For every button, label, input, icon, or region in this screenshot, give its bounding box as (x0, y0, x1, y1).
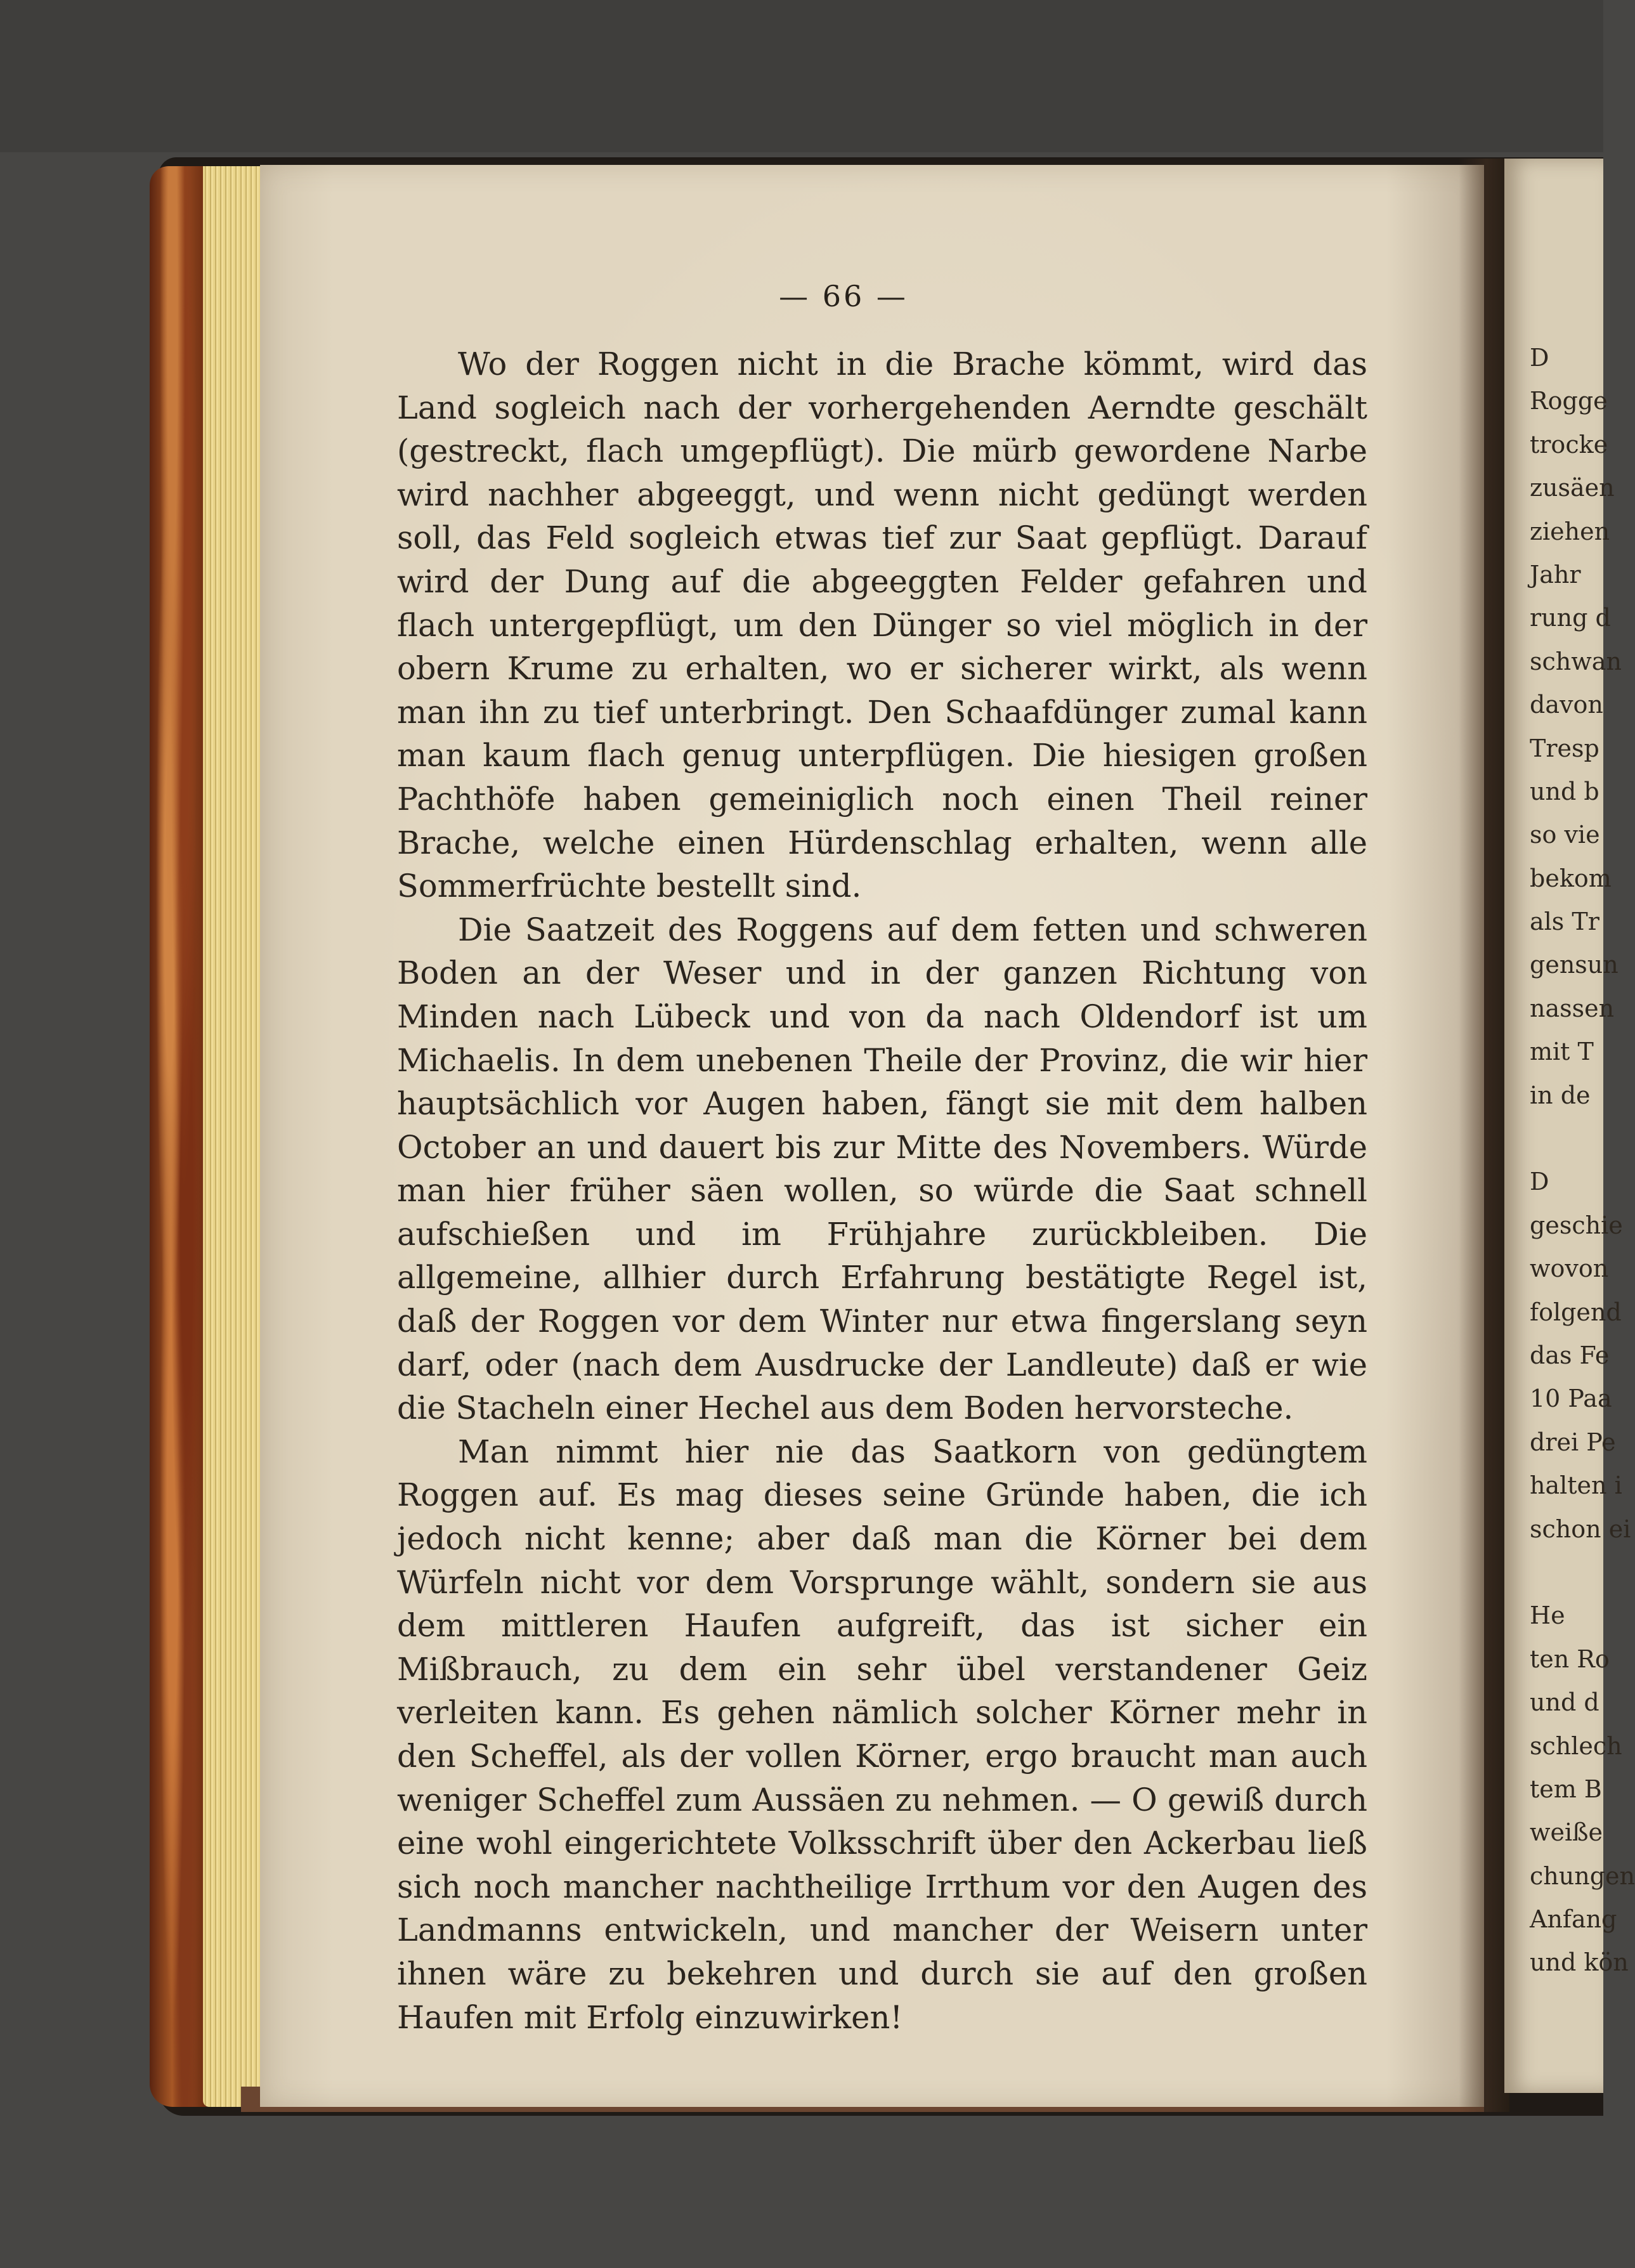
facing-page-line: und d (1530, 1688, 1599, 1717)
facing-page-line: folgend (1530, 1298, 1622, 1326)
facing-page-line: Rogge (1530, 387, 1608, 415)
page-number: — 66 — (779, 279, 908, 313)
facing-page-text (1530, 336, 1635, 1984)
facing-page-line: D (1530, 1168, 1549, 1196)
facing-page-line: als Tr (1530, 908, 1599, 936)
facing-page-line: mit T (1530, 1038, 1594, 1066)
facing-page-line: wovon (1530, 1255, 1609, 1283)
page-body (397, 342, 1367, 2039)
facing-page-line (1530, 1117, 1606, 1160)
facing-page-line: chungen (1530, 1861, 1635, 1890)
facing-page-line: He (1530, 1601, 1565, 1630)
facing-page-line: tem B (1530, 1775, 1602, 1803)
paragraph: Man nimmt hier nie das Saatkorn von gedüngtem Roggen auf. Es mag dieses seine Gründe haben, die ich jedoch nicht kenne; aber daß man die Körner bei dem Würfeln nicht vor dem Vorsprunge wählt, sondern sie aus dem mittleren Haufen aufgreift, das ist sicher ein Mißbrauch, zu dem ein sehr übel verstandener Geiz verleiten kann. Es gehen nämlich solcher Körner mehr in den Scheffel, als der vollen Körner, ergo braucht man auch weniger Scheffel zum Aussäen zu nehmen. — O gewiß durch eine wohl eingerichtete Volksschrift über den Ackerbau ließ sich noch mancher nachtheilige Irrthum vor den Augen des Landmanns entwickeln, und mancher der Weisern unter ihnen wäre zu bekehren und durch sie auf den großen Haufen mit Erfolg einzuwirken! (397, 1433, 1367, 2036)
facing-page-line: bekom (1530, 864, 1612, 892)
facing-page-line: Anfang (1530, 1905, 1617, 1934)
facing-page-line: das Fe (1530, 1341, 1610, 1369)
facing-page-line (1530, 1551, 1606, 1594)
facing-page-line: trocke (1530, 430, 1608, 459)
facing-page-line: davon (1530, 691, 1603, 719)
facing-page-line: halten i (1530, 1471, 1622, 1500)
book-gutter (1459, 159, 1509, 2112)
facing-page-line: ten Ro (1530, 1645, 1610, 1673)
paragraph: Wo der Roggen nicht in die Brache kömmt, wird das Land sogleich nach der vorhergehenden Aerndte geschält (gestreckt, flach umgepflügt). Die mürb gewordene Narbe wird nachher abgeeggt, und wenn nicht gedüngt werden soll, das Feld sogleich etwas tief zur Saat gepflügt. Darauf wird der Dung auf die abgeeggten Felder gefahren und flach untergepflügt, um den Dünger so viel möglich in der obern Krume zu erhalten, wo er sicherer wirkt, als wenn man ihn zu tief unterbringt. Den Schaafdünger zumal kann man kaum flach genug unterpflügen. Die hiesigen großen Pachthöfe haben gemeiniglich noch einen Theil reiner Brache, welche einen Hürdenschlag erhalten, wenn alle Sommerfrüchte bestellt sind. (397, 346, 1367, 905)
facing-page-line: Tresp (1530, 734, 1599, 762)
page-stack-edge (203, 166, 264, 2107)
backdrop (0, 0, 1603, 152)
facing-page-line: so vie (1530, 821, 1600, 849)
facing-page-line: schon ei (1530, 1515, 1631, 1543)
facing-page-line: geschie (1530, 1211, 1623, 1239)
facing-page-line: und kön (1530, 1948, 1629, 1977)
facing-page-line: gensun (1530, 951, 1619, 979)
facing-page-line: schlech (1530, 1731, 1622, 1760)
paragraph: Die Saatzeit des Roggens auf dem fetten und schweren Boden an der Weser und in der ganzen Richtung von Minden nach Lübeck und von da nach Oldendorf ist um Michaelis. In dem unebenen Theile der Provinz, die wir hier hauptsächlich vor Augen haben, fängt sie mit dem halben October an und dauert bis zur Mitte des Novembers. Würde man hier früher säen wollen, so würde die Saat schnell aufschießen und im Frühjahre zurückbleiben. Die allgemeine, allhier durch Erfahrung bestätigte Regel ist, daß der Roggen vor dem Winter nur etwa fingerslang seyn darf, oder (nach dem Ausdrucke der Landleute) daß er wie die Stacheln einer Hechel aus dem Boden hervorsteche. (397, 911, 1367, 1427)
facing-page-line: Jahr (1530, 560, 1581, 589)
marbled-cover-edge (150, 166, 207, 2107)
facing-page-line: schwan (1530, 647, 1622, 675)
facing-page-line: rung d (1530, 604, 1611, 632)
facing-page-line: drei Pe (1530, 1428, 1616, 1456)
facing-page-line: 10 Paa (1530, 1385, 1612, 1413)
facing-page-line: nassen (1530, 994, 1615, 1022)
facing-page-line: ziehen (1530, 517, 1610, 545)
facing-page-line: D (1530, 344, 1549, 372)
facing-page-line: weiße (1530, 1818, 1603, 1847)
facing-page-line: zusäen (1530, 474, 1615, 502)
facing-page-line: in de (1530, 1081, 1591, 1109)
facing-page-line: und b (1530, 777, 1599, 805)
